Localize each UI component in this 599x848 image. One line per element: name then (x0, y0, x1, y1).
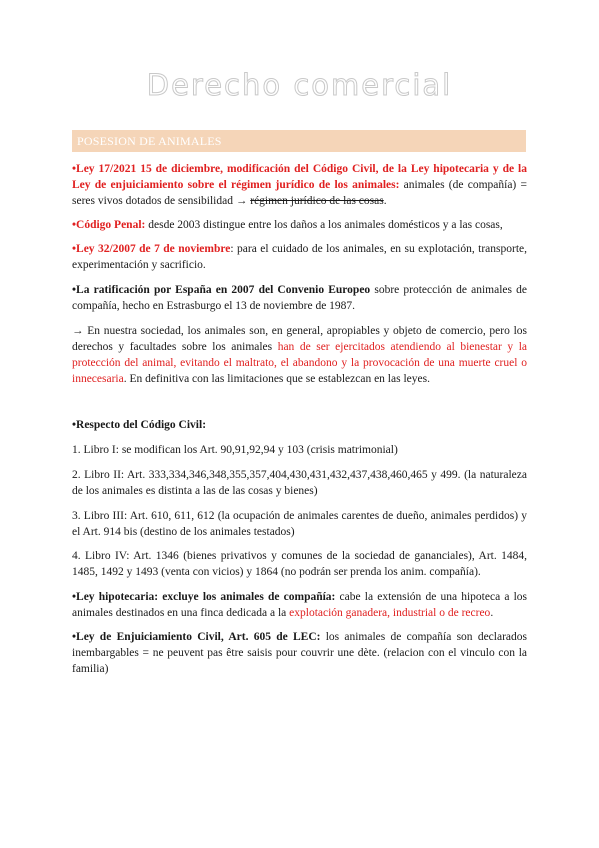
paragraph-heading: •Ley 32/2007 de 7 de noviembre (72, 243, 231, 255)
paragraph-text: desde 2003 distingue entre los daños a los animales domésticos y a las cosas, (145, 219, 503, 231)
paragraph-lec (72, 629, 527, 677)
paragraph-heading: •La ratificación por España en 2007 del Convenio Europeo (72, 284, 371, 296)
paragraph-text: : para el cuidado de los animales, en su explotación, transporte, experimentación y sacrificio. (72, 243, 527, 271)
page-title: Derecho comercial (146, 68, 453, 102)
paragraph-heading: •Código Penal: (72, 219, 146, 231)
paragraph-libro-3 (72, 508, 527, 540)
highlighted-text: han de ser ejercitados atendiendo al bienestar y la protección del animal, evitando el maltrato, el abandono y la provocación de una muerte cruel o innecesaria (72, 341, 528, 385)
paragraph-codigo-penal (72, 217, 527, 233)
paragraph-text: → En nuestra sociedad, los animales son, en general, apropiables y objeto de comercio, pero los derechos y facultades sobre los animales (72, 325, 527, 353)
paragraph-libro-2 (72, 467, 527, 499)
paragraph-end: . En definitiva con las limitaciones que se establezcan en las leyes. (123, 373, 430, 385)
highlighted-text: explotación ganadera, industrial o de recreo (289, 607, 491, 619)
paragraph-text: cabe la extensión de una hipoteca a los animales destinados en una finca dedicada a la (72, 591, 528, 619)
paragraph-text: 2. Libro II: Art. 333,334,346,348,355,357,404,430,431,432,437,438,460,465 y 499. (la naturaleza de los animales es distinta a las de las cosas y bienes) (72, 469, 527, 497)
paragraph-sociedad (72, 323, 527, 387)
paragraph-libro-4 (72, 548, 527, 580)
paragraph-heading: •Ley 17/2021 15 de diciembre, modificación del Código Civil, de la Ley hipotecaria y de la Ley de enjuiciamiento sobre el régimen jurídico de los animales: (72, 163, 527, 191)
paragraph-text: 3. Libro III: Art. 610, 611, 612 (la ocupación de animales carentes de dueño, animales perdidos) y el Art. 914 bis (destino de los animales testados) (72, 510, 527, 538)
paragraph-ley-hipotecaria (72, 589, 527, 621)
paragraph-ley-17-2021 (72, 161, 527, 209)
paragraph-text: 4. Libro IV: Art. 1346 (bienes privativos y comunes de la sociedad de gananciales), Art. 1484, 1485, 1492 y 1493 (venta con vicios) y 1864 (no podrán ser prenda los anim. compañía). (72, 550, 527, 578)
struck-text: régimen jurídico de las cosas (250, 195, 384, 207)
paragraph-heading: •Ley hipotecaria: excluye los animales de compañía: (72, 591, 336, 603)
paragraph-text: los animales de compañía son declarados inembargables = ne peuvent pas être saisis pour couvrir une dète. (relacion con el vinculo con la familia) (72, 631, 527, 675)
paragraph-convenio-europeo (72, 282, 527, 314)
paragraph-heading: •Ley de Enjuiciamiento Civil, Art. 605 de LEC: (72, 631, 321, 643)
paragraph-text: animales (de compañía) = seres vivos dotados de sensibilidad → (72, 179, 527, 207)
paragraph-text: 1. Libro I: se modifican los Art. 90,91,92,94 y 103 (crisis matrimonial) (72, 444, 398, 456)
paragraph-text: sobre protección de animales de compañía, hecho en Estrasburgo el 13 de noviembre de 1987. (72, 284, 527, 312)
section-header: POSESION DE ANIMALES (72, 130, 526, 152)
paragraph-end: . (383, 195, 387, 207)
paragraph-codigo-civil-heading (72, 417, 527, 433)
paragraph-heading: •Respecto del Código Civil: (72, 419, 207, 431)
paragraph-ley-32-2007 (72, 241, 527, 273)
paragraph-libro-1 (72, 442, 527, 458)
paragraph-end: . (490, 607, 494, 619)
